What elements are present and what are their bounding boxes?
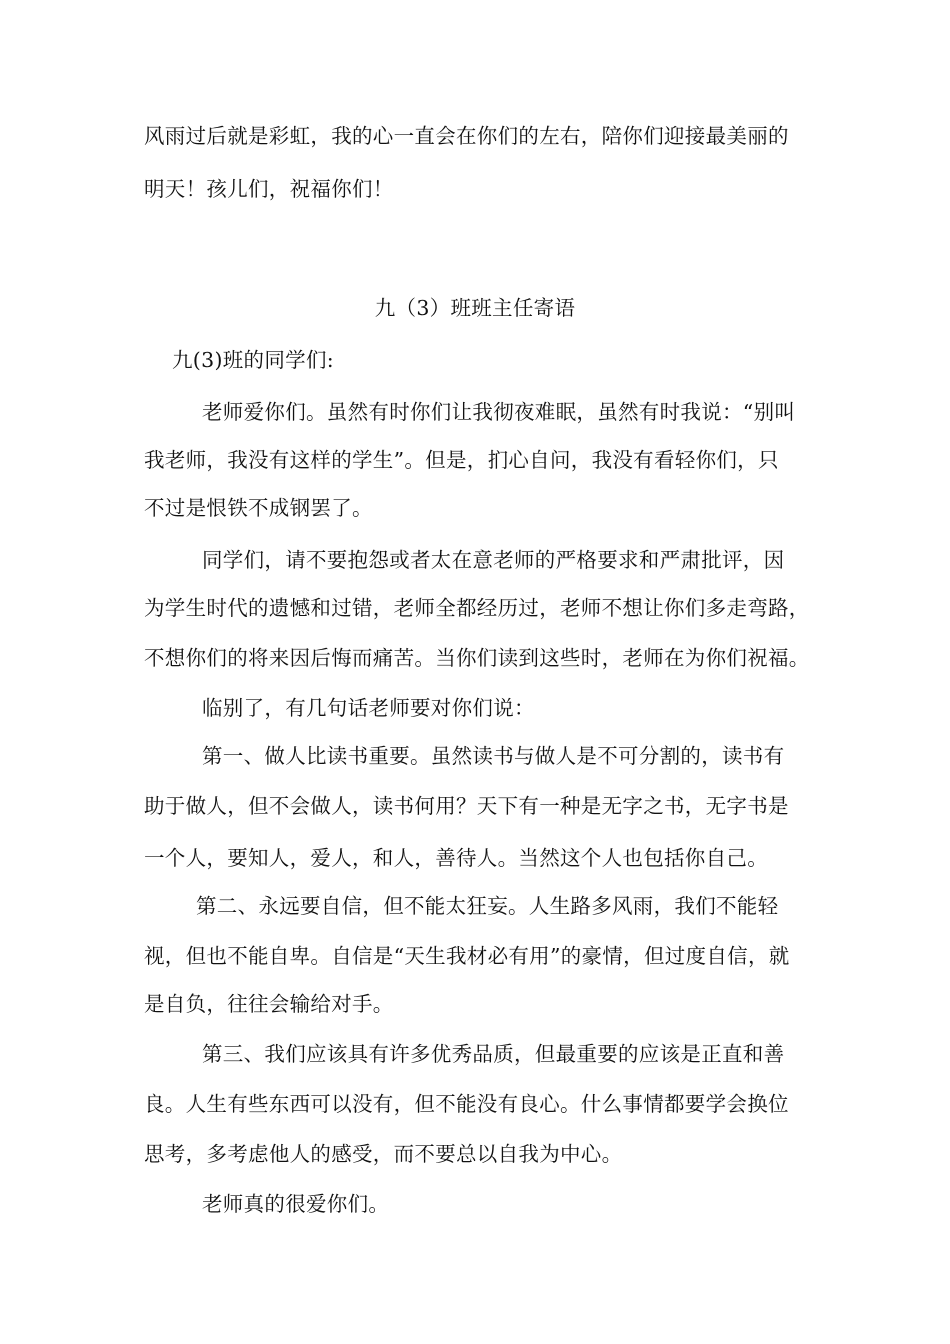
prev-paragraph-line-1: 风雨过后就是彩虹，我的心一直会在你们的左右，陪你们迎接最美丽的 — [144, 124, 789, 148]
paragraph-4-line-2: 助于做人，但不会做人，读书何用？天下有一种是无字之书，无字书是 — [144, 794, 789, 818]
paragraph-4-line-1: 第一、做人比读书重要。虽然读书与做人是不可分割的，读书有 — [202, 744, 785, 768]
salutation: 九(3)班的同学们: — [172, 348, 334, 372]
paragraph-6-line-3: 思考，多考虑他人的感受，而不要总以自我为中心。 — [144, 1142, 623, 1166]
paragraph-4-line-3: 一个人，要知人，爱人，和人，善待人。当然这个人也包括你自己。 — [144, 846, 768, 870]
paragraph-1-line-3: 不过是恨铁不成钢罢了。 — [144, 496, 373, 520]
paragraph-1-line-2: 我老师，我没有这样的学生”。但是，扪心自问，我没有看轻你们，只 — [144, 448, 779, 472]
paragraph-6-line-2: 良。人生有些东西可以没有，但不能没有良心。什么事情都要学会换位 — [144, 1092, 789, 1116]
paragraph-5-line-1: 第二、永远要自信，但不能太狂妄。人生路多风雨，我们不能轻 — [196, 894, 779, 918]
paragraph-6-line-1: 第三、我们应该具有许多优秀品质，但最重要的应该是正直和善 — [202, 1042, 785, 1066]
paragraph-1-line-1: 老师爱你们。虽然有时你们让我彻夜难眠，虽然有时我说：“别叫 — [202, 400, 796, 424]
paragraph-2-line-1: 同学们，请不要抱怨或者太在意老师的严格要求和严肃批评，因 — [202, 548, 785, 572]
paragraph-3-line-1: 临别了，有几句话老师要对你们说： — [202, 696, 535, 720]
paragraph-5-line-3: 是自负，往往会输给对手。 — [144, 992, 394, 1016]
prev-paragraph-line-2: 明天！孩儿们，祝福你们！ — [144, 177, 394, 201]
paragraph-2-line-3: 不想你们的将来因后悔而痛苦。当你们读到这些时，老师在为你们祝福。 — [144, 646, 810, 670]
paragraph-5-line-2: 视，但也不能自卑。自信是“天生我材必有用”的豪情，但过度自信，就 — [144, 944, 790, 968]
paragraph-2-line-2: 为学生时代的遗憾和过错，老师全都经历过，老师不想让你们多走弯路， — [144, 596, 810, 620]
document-title: 九（3）班班主任寄语 — [374, 296, 576, 320]
paragraph-7-line-1: 老师真的很爱你们。 — [202, 1192, 390, 1216]
